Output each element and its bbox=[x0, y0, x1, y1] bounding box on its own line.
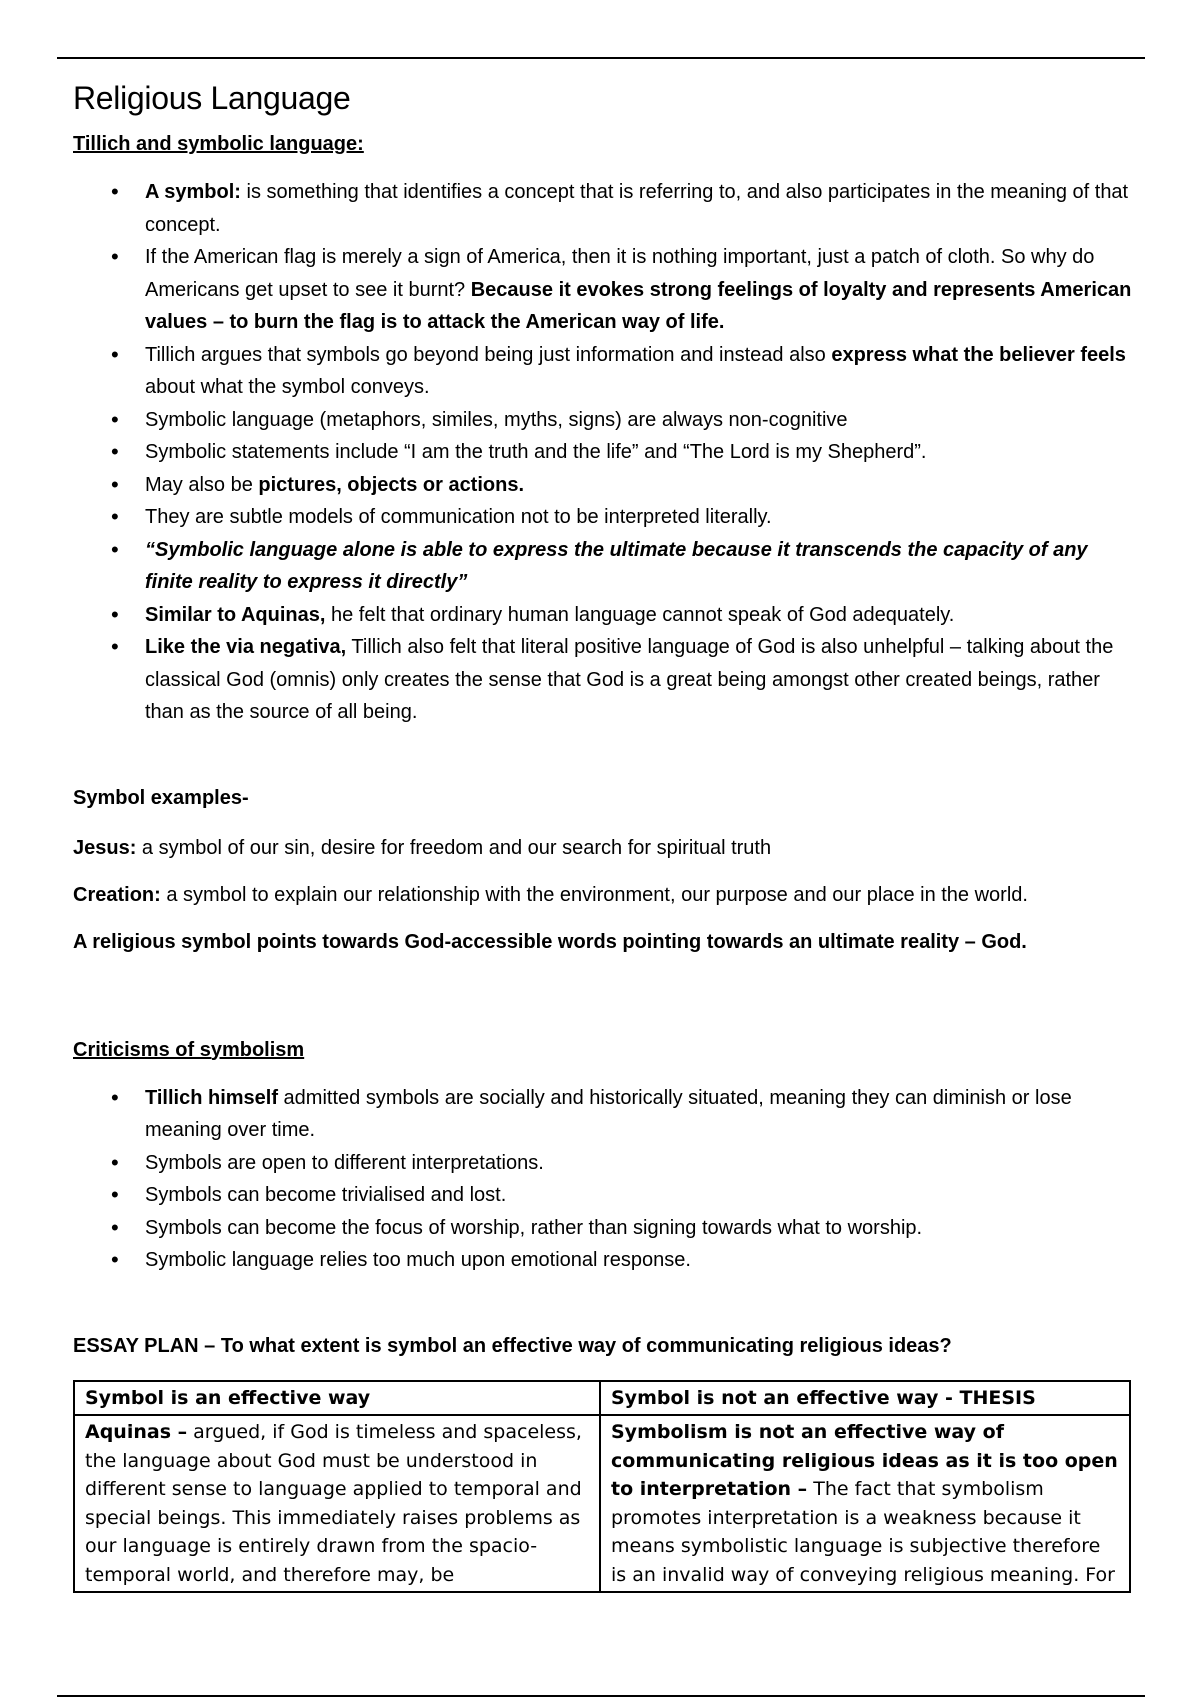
bold-text: Creation: bbox=[73, 883, 161, 906]
bold-text: Because it evokes strong feelings of loyalty and represents American values – to burn the flag is to attack the American way of life. bbox=[145, 278, 1132, 333]
list-item bbox=[73, 1082, 1133, 1147]
item-text: Symbolic language relies too much upon emotional response. bbox=[145, 1249, 691, 1271]
item-text: argued, if God is timeless and spaceless, the language about God must be understood in different sense to language applied to temporal and special beings. This immediately raises problems as our language is entirely drawn from the spacio-temporal world, and therefore may, be bbox=[85, 1421, 582, 1586]
item-text: a symbol to explain our relationship with the environment, our purpose and our place in the world. bbox=[160, 883, 1028, 906]
cell-effective bbox=[74, 1415, 600, 1592]
header-not-effective: Symbol is not an effective way - THESIS bbox=[600, 1381, 1130, 1416]
item-text: Symbolic language (metaphors, similes, myths, signs) are always non-cognitive bbox=[145, 408, 848, 431]
bold-text: A symbol: bbox=[145, 181, 241, 203]
item-text: Symbols can become the focus of worship, rather than signing towards what to worship. bbox=[145, 1216, 923, 1239]
summary-paragraph bbox=[73, 926, 1133, 958]
document-page bbox=[73, 72, 1133, 1593]
list-item bbox=[73, 436, 1133, 469]
list-item bbox=[73, 1179, 1133, 1212]
list-item bbox=[73, 1212, 1133, 1245]
section-heading-symbol-examples: Symbol examples- bbox=[73, 786, 249, 809]
item-text: he felt that ordinary human language cannot speak of God adequately. bbox=[325, 603, 955, 626]
section-heading-criticisms: Criticisms of symbolism bbox=[73, 1038, 305, 1061]
item-text: Symbolic statements include “I am the truth and the life” and “The Lord is my Shepherd”. bbox=[145, 441, 927, 463]
item-text: The fact that symbolism promotes interpretation is a weakness because it means symbolistic language is subjective therefore is an invalid way of conveying religious meaning. For bbox=[611, 1478, 1115, 1586]
page-title: Religious Language bbox=[73, 80, 351, 116]
essay-plan-table bbox=[73, 1380, 1131, 1594]
top-rule bbox=[57, 57, 1145, 59]
list-item bbox=[73, 599, 1133, 632]
list-item bbox=[73, 631, 1133, 729]
bottom-rule bbox=[57, 1695, 1145, 1697]
list-item bbox=[73, 339, 1133, 404]
header-effective: Symbol is an effective way bbox=[74, 1381, 600, 1416]
item-text: If the American flag is merely a sign of America, then it is nothing important, just a patch of cloth. So why do Americans get upset to see it burnt? bbox=[145, 246, 1095, 301]
bold-text: Jesus: bbox=[73, 836, 137, 859]
essay-plan-heading: ESSAY PLAN – To what extent is symbol an effective way of communicating religious ideas? bbox=[73, 1334, 952, 1357]
list-item bbox=[73, 404, 1133, 437]
item-text: Tillich also felt that literal positive language of God is also unhelpful – talking about the classical God (omnis) only creates the sense that God is a great being amongst other created beings, rather than as the source of all being. bbox=[145, 636, 1114, 723]
table-header-row bbox=[74, 1381, 1130, 1416]
bold-text: Tillich himself bbox=[145, 1086, 278, 1109]
item-text: Symbols can become trivialised and lost. bbox=[145, 1184, 507, 1206]
bold-text: express what the believer feels bbox=[831, 343, 1126, 366]
list-item bbox=[73, 176, 1133, 241]
creation-paragraph bbox=[73, 879, 1133, 911]
item-text: admitted symbols are socially and historically situated, meaning they can diminish or lose meaning over time. bbox=[145, 1086, 1072, 1141]
list-item bbox=[73, 534, 1133, 599]
bold-text: Symbolism is not an effective way of communicating religious ideas as it is too open to interpretation – bbox=[611, 1421, 1118, 1500]
item-text: May also be bbox=[145, 473, 259, 496]
cell-not-effective bbox=[600, 1415, 1130, 1592]
item-text: Symbols are open to different interpretations. bbox=[145, 1151, 544, 1174]
item-text: a symbol of our sin, desire for freedom and our search for spiritual truth bbox=[136, 836, 772, 859]
bold-text: A religious symbol points towards God-accessible words pointing towards an ultimate reality – God. bbox=[73, 930, 1027, 953]
tillich-bullet-list bbox=[73, 176, 1133, 729]
item-text: Tillich argues that symbols go beyond being just information and instead also bbox=[145, 343, 832, 366]
item-text: They are subtle models of communication not to be interpreted literally. bbox=[145, 506, 772, 528]
jesus-paragraph bbox=[73, 832, 1133, 864]
bold-text: pictures, objects or actions. bbox=[258, 473, 525, 496]
item-text: about what the symbol conveys. bbox=[145, 376, 430, 398]
list-item bbox=[73, 1244, 1133, 1277]
list-item bbox=[73, 469, 1133, 502]
list-item bbox=[73, 501, 1133, 534]
section-heading-tillich: Tillich and symbolic language: bbox=[73, 133, 364, 155]
bold-text: Like the via negativa, bbox=[145, 636, 347, 658]
criticisms-bullet-list bbox=[73, 1082, 1133, 1277]
list-item bbox=[73, 241, 1133, 339]
list-item bbox=[73, 1147, 1133, 1180]
item-text: is something that identifies a concept that is referring to, and also participates in the meaning of that concept. bbox=[145, 181, 1129, 236]
table-row bbox=[74, 1415, 1130, 1592]
bold-text: Aquinas – bbox=[85, 1421, 188, 1443]
bold-text: Similar to Aquinas, bbox=[145, 603, 326, 626]
quote-text: “Symbolic language alone is able to express the ultimate because it transcends the capacity of any finite reality to express it directly” bbox=[145, 538, 1088, 593]
